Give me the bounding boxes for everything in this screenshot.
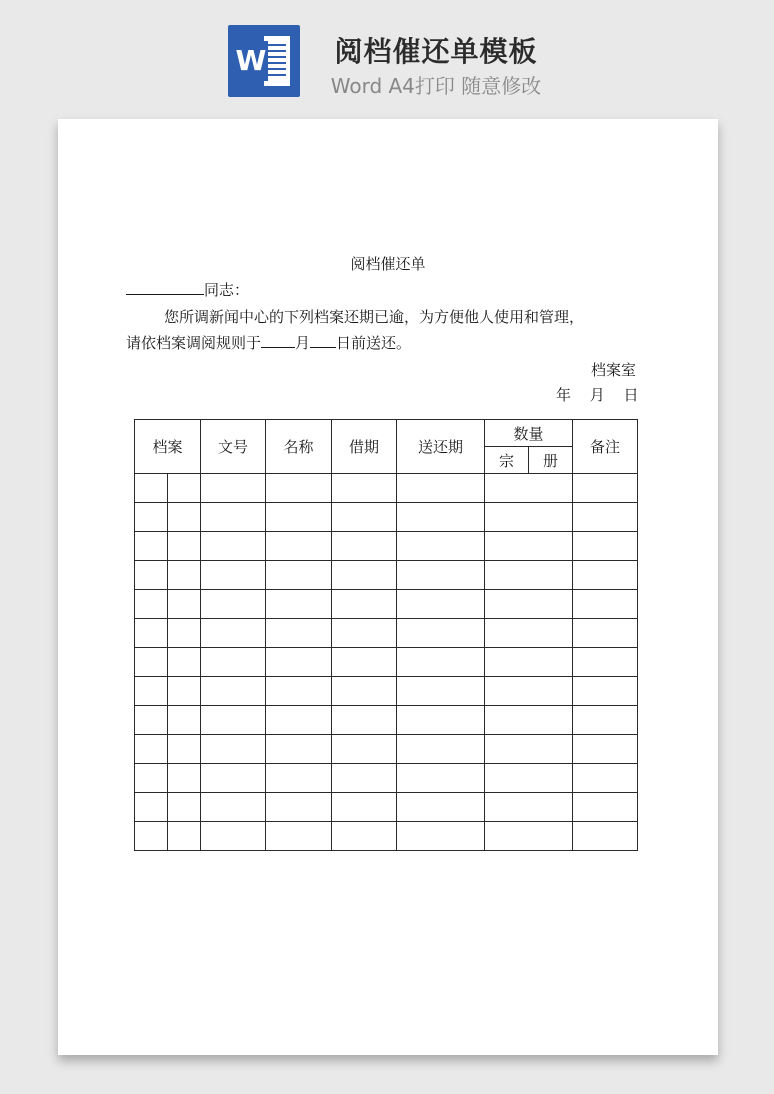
table-cell[interactable]	[135, 735, 168, 764]
table-cell[interactable]	[397, 677, 485, 706]
table-cell[interactable]	[397, 561, 485, 590]
table-cell[interactable]	[573, 474, 638, 503]
table-row	[135, 532, 638, 561]
table-cell[interactable]	[168, 706, 201, 735]
table-cell[interactable]	[266, 648, 332, 677]
table-cell[interactable]	[266, 561, 332, 590]
day-blank[interactable]	[310, 333, 336, 348]
table-cell[interactable]	[573, 706, 638, 735]
table-cell[interactable]	[573, 764, 638, 793]
table-row	[135, 503, 638, 532]
table-cell[interactable]	[485, 590, 573, 619]
table-cell[interactable]	[168, 619, 201, 648]
table-cell[interactable]	[168, 590, 201, 619]
salutation-suffix: 同志：	[204, 281, 250, 299]
table-cell[interactable]	[168, 474, 201, 503]
table-cell[interactable]	[266, 474, 332, 503]
table-cell[interactable]	[573, 590, 638, 619]
table-row	[135, 706, 638, 735]
table-cell[interactable]	[573, 532, 638, 561]
table-cell[interactable]	[573, 561, 638, 590]
table-cell[interactable]	[266, 532, 332, 561]
table-cell[interactable]	[201, 474, 266, 503]
table-cell[interactable]	[201, 619, 266, 648]
signature: 档案室	[591, 361, 637, 379]
table-cell[interactable]	[135, 503, 168, 532]
table-cell[interactable]	[332, 822, 397, 851]
table-cell[interactable]	[332, 619, 397, 648]
table-cell[interactable]	[397, 619, 485, 648]
table-cell[interactable]	[135, 822, 168, 851]
table-cell[interactable]	[573, 648, 638, 677]
table-cell[interactable]	[332, 474, 397, 503]
header-doc-no: 文号	[201, 420, 266, 474]
table-cell[interactable]	[485, 619, 573, 648]
table-cell[interactable]	[485, 764, 573, 793]
table-row	[135, 764, 638, 793]
header-return-period: 送还期	[397, 420, 485, 474]
table-cell[interactable]	[201, 764, 266, 793]
header-ce: 册	[529, 447, 573, 474]
header-name: 名称	[266, 420, 332, 474]
table-cell[interactable]	[266, 619, 332, 648]
document-page	[58, 119, 718, 1055]
header-quantity: 数量	[485, 420, 573, 447]
table-cell[interactable]	[397, 648, 485, 677]
table-cell[interactable]	[573, 619, 638, 648]
table-cell[interactable]	[168, 822, 201, 851]
table-cell[interactable]	[201, 561, 266, 590]
table-cell[interactable]	[135, 764, 168, 793]
table-cell[interactable]	[135, 474, 168, 503]
table-cell[interactable]	[332, 503, 397, 532]
table-cell[interactable]	[332, 735, 397, 764]
paragraph-line-2-prefix: 请依档案调阅规则于	[126, 334, 262, 352]
table-cell[interactable]	[135, 706, 168, 735]
month-blank[interactable]	[261, 333, 295, 348]
table-cell[interactable]	[397, 532, 485, 561]
table-cell[interactable]	[573, 822, 638, 851]
table-body	[135, 474, 638, 851]
table-cell[interactable]	[485, 706, 573, 735]
archive-table	[134, 419, 638, 851]
table-cell[interactable]	[332, 764, 397, 793]
table-row	[135, 648, 638, 677]
table-cell[interactable]	[332, 677, 397, 706]
table-cell[interactable]	[266, 677, 332, 706]
date-line: 年 月 日	[556, 386, 639, 404]
table-cell[interactable]	[397, 474, 485, 503]
table-cell[interactable]	[168, 561, 201, 590]
table-cell[interactable]	[201, 735, 266, 764]
table-cell[interactable]	[135, 532, 168, 561]
day-suffix: 日前送还。	[336, 334, 412, 352]
table-row	[135, 474, 638, 503]
table-cell[interactable]	[266, 735, 332, 764]
table-cell[interactable]	[135, 590, 168, 619]
table-cell[interactable]	[485, 793, 573, 822]
table-cell[interactable]	[485, 677, 573, 706]
table-cell[interactable]	[266, 822, 332, 851]
table-cell[interactable]	[573, 735, 638, 764]
banner-title: 阅档催还单模板	[334, 35, 538, 68]
table-cell[interactable]	[201, 648, 266, 677]
table-cell[interactable]	[332, 706, 397, 735]
document-title: 阅档催还单	[350, 255, 426, 273]
table-cell[interactable]	[168, 735, 201, 764]
table-cell[interactable]	[573, 503, 638, 532]
banner-subtitle: Word A4打印 随意修改	[330, 74, 542, 98]
table-row	[135, 822, 638, 851]
paragraph-line-2	[126, 332, 411, 353]
table-cell[interactable]	[397, 503, 485, 532]
table-cell[interactable]	[266, 503, 332, 532]
table-row	[135, 619, 638, 648]
table-cell[interactable]	[266, 764, 332, 793]
table-row	[135, 590, 638, 619]
table-cell[interactable]	[168, 532, 201, 561]
word-icon	[228, 25, 300, 97]
table-cell[interactable]	[332, 590, 397, 619]
table-cell[interactable]	[135, 619, 168, 648]
recipient-blank[interactable]	[126, 280, 204, 295]
table-row	[135, 677, 638, 706]
table-cell[interactable]	[168, 648, 201, 677]
table-cell[interactable]	[168, 503, 201, 532]
header-zong: 宗	[485, 447, 529, 474]
table-cell[interactable]	[485, 532, 573, 561]
table-cell[interactable]	[573, 677, 638, 706]
table-cell[interactable]	[201, 590, 266, 619]
paragraph-line-1: 您所调新闻中心的下列档案还期已逾，为方便他人使用和管理，	[164, 308, 585, 326]
table-cell[interactable]	[201, 793, 266, 822]
table-cell[interactable]	[332, 793, 397, 822]
header-borrow-period: 借期	[332, 420, 397, 474]
table-cell[interactable]	[397, 793, 485, 822]
table-row	[135, 793, 638, 822]
table-cell[interactable]	[485, 474, 573, 503]
table-cell[interactable]	[201, 822, 266, 851]
table-cell[interactable]	[266, 793, 332, 822]
salutation-line	[126, 279, 249, 300]
month-label: 月	[295, 334, 311, 352]
table-cell[interactable]	[485, 561, 573, 590]
table-cell[interactable]	[135, 648, 168, 677]
table-cell[interactable]	[266, 706, 332, 735]
table-cell[interactable]	[201, 706, 266, 735]
table-cell[interactable]	[201, 677, 266, 706]
table-cell[interactable]	[201, 532, 266, 561]
table-cell[interactable]	[168, 793, 201, 822]
table-cell[interactable]	[266, 590, 332, 619]
word-icon-letter: W	[234, 41, 268, 81]
table-cell[interactable]	[168, 677, 201, 706]
header-row-1	[135, 420, 638, 447]
table-cell[interactable]	[201, 503, 266, 532]
table-cell[interactable]	[485, 735, 573, 764]
table-cell[interactable]	[397, 764, 485, 793]
header-archive: 档案	[135, 420, 201, 474]
table-cell[interactable]	[485, 503, 573, 532]
table-cell[interactable]	[397, 735, 485, 764]
table-cell[interactable]	[397, 822, 485, 851]
table-cell[interactable]	[332, 561, 397, 590]
banner	[0, 0, 774, 118]
table-cell[interactable]	[135, 793, 168, 822]
table-row	[135, 561, 638, 590]
header-remarks: 备注	[573, 420, 638, 474]
table-cell[interactable]	[332, 532, 397, 561]
table-row	[135, 735, 638, 764]
table-cell[interactable]	[485, 822, 573, 851]
table-cell[interactable]	[485, 648, 573, 677]
table-cell[interactable]	[168, 764, 201, 793]
table-cell[interactable]	[135, 677, 168, 706]
table-cell[interactable]	[332, 648, 397, 677]
table-cell[interactable]	[135, 561, 168, 590]
table-cell[interactable]	[573, 793, 638, 822]
table-cell[interactable]	[397, 590, 485, 619]
table-cell[interactable]	[397, 706, 485, 735]
